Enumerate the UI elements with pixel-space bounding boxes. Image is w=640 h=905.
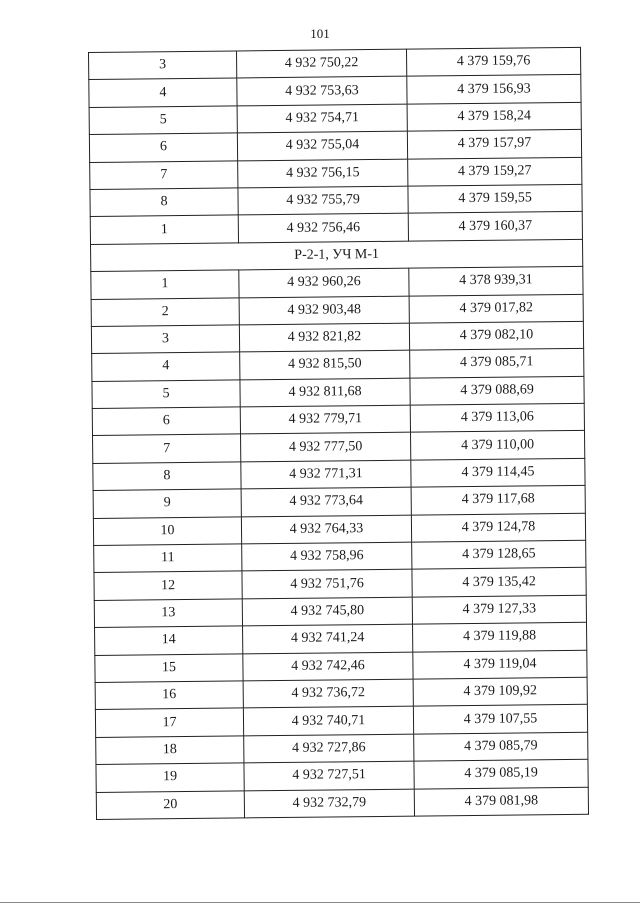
y-coordinate-cell: 4 379 158,24 [407, 102, 581, 131]
point-number-cell: 20 [96, 790, 244, 819]
y-coordinate-cell: 4 379 157,97 [407, 130, 581, 159]
point-number-cell: 18 [96, 736, 244, 765]
y-coordinate-cell: 4 379 128,65 [412, 540, 586, 569]
point-number-cell: 13 [94, 599, 242, 628]
x-coordinate-cell: 4 932 773,64 [241, 487, 411, 516]
x-coordinate-cell: 4 932 756,46 [238, 213, 408, 242]
y-coordinate-cell: 4 379 085,71 [410, 349, 584, 378]
y-coordinate-cell: 4 379 017,82 [409, 294, 583, 323]
point-number-cell: 17 [95, 708, 243, 737]
y-coordinate-cell: 4 379 109,92 [413, 677, 587, 706]
y-coordinate-cell: 4 379 110,00 [411, 431, 585, 460]
y-coordinate-cell: 4 379 119,88 [413, 623, 587, 652]
x-coordinate-cell: 4 932 753,63 [237, 77, 407, 106]
point-number-cell: 1 [90, 215, 238, 244]
point-number-cell: 12 [94, 571, 242, 600]
x-coordinate-cell: 4 932 821,82 [239, 323, 409, 352]
x-coordinate-cell: 4 932 811,68 [240, 378, 410, 407]
point-number-cell: 10 [93, 517, 241, 546]
point-number-cell: 3 [89, 51, 237, 80]
x-coordinate-cell: 4 932 751,76 [242, 570, 412, 599]
x-coordinate-cell: 4 932 903,48 [239, 296, 409, 325]
point-number-cell: 2 [91, 297, 239, 326]
y-coordinate-cell: 4 379 107,55 [413, 705, 587, 734]
y-coordinate-cell: 4 379 117,68 [411, 486, 585, 515]
x-coordinate-cell: 4 932 758,96 [242, 542, 412, 571]
point-number-cell: 4 [92, 352, 240, 381]
y-coordinate-cell: 4 378 939,31 [409, 266, 583, 295]
scan-edge-divider [0, 902, 640, 903]
x-coordinate-cell: 4 932 779,71 [240, 405, 410, 434]
point-number-cell: 1 [91, 270, 239, 299]
y-coordinate-cell: 4 379 124,78 [411, 513, 585, 542]
point-number-cell: 9 [93, 489, 241, 518]
x-coordinate-cell: 4 932 960,26 [239, 268, 409, 297]
x-coordinate-cell: 4 932 755,79 [238, 186, 408, 215]
point-number-cell: 8 [90, 188, 238, 217]
table-body-after [91, 266, 589, 819]
point-number-cell: 7 [93, 434, 241, 463]
x-coordinate-cell: 4 932 742,46 [243, 652, 413, 681]
point-number-cell: 15 [95, 654, 243, 683]
page-number: 101 [310, 26, 330, 41]
y-coordinate-cell: 4 379 119,04 [413, 650, 587, 679]
table-body-before [89, 47, 583, 244]
y-coordinate-cell: 4 379 159,76 [406, 47, 580, 76]
x-coordinate-cell: 4 932 727,86 [244, 734, 414, 763]
coordinates-table [88, 47, 589, 820]
point-number-cell: 8 [93, 462, 241, 491]
y-coordinate-cell: 4 379 082,10 [409, 321, 583, 350]
coordinates-table-wrapper [88, 47, 588, 820]
x-coordinate-cell: 4 932 745,80 [242, 597, 412, 626]
x-coordinate-cell: 4 932 764,33 [241, 515, 411, 544]
x-coordinate-cell: 4 932 736,72 [243, 679, 413, 708]
point-number-cell: 5 [89, 106, 237, 135]
x-coordinate-cell: 4 932 741,24 [243, 624, 413, 653]
y-coordinate-cell: 4 379 159,27 [408, 157, 582, 186]
x-coordinate-cell: 4 932 740,71 [243, 707, 413, 736]
point-number-cell: 14 [95, 626, 243, 655]
y-coordinate-cell: 4 379 127,33 [412, 595, 586, 624]
point-number-cell: 6 [89, 133, 237, 162]
table-row [96, 787, 588, 820]
y-coordinate-cell: 4 379 088,69 [410, 376, 584, 405]
x-coordinate-cell: 4 932 815,50 [240, 350, 410, 379]
y-coordinate-cell: 4 379 085,19 [414, 759, 588, 788]
point-number-cell: 16 [95, 681, 243, 710]
x-coordinate-cell: 4 932 750,22 [236, 49, 406, 78]
y-coordinate-cell: 4 379 135,42 [412, 568, 586, 597]
x-coordinate-cell: 4 932 754,71 [237, 104, 407, 133]
x-coordinate-cell: 4 932 755,04 [237, 131, 407, 160]
y-coordinate-cell: 4 379 113,06 [410, 403, 584, 432]
section-title: Р-2-1, УЧ М-1 [91, 239, 583, 272]
x-coordinate-cell: 4 932 732,79 [244, 789, 414, 818]
point-number-cell: 19 [96, 763, 244, 792]
x-coordinate-cell: 4 932 777,50 [241, 433, 411, 462]
point-number-cell: 4 [89, 78, 237, 107]
x-coordinate-cell: 4 932 727,51 [244, 761, 414, 790]
x-coordinate-cell: 4 932 771,31 [241, 460, 411, 489]
y-coordinate-cell: 4 379 085,79 [414, 732, 588, 761]
point-number-cell: 5 [92, 380, 240, 409]
y-coordinate-cell: 4 379 081,98 [414, 787, 588, 816]
y-coordinate-cell: 4 379 156,93 [407, 75, 581, 104]
point-number-cell: 6 [92, 407, 240, 436]
point-number-cell: 3 [91, 325, 239, 354]
x-coordinate-cell: 4 932 756,15 [238, 159, 408, 188]
point-number-cell: 11 [94, 544, 242, 573]
y-coordinate-cell: 4 379 159,55 [408, 184, 582, 213]
y-coordinate-cell: 4 379 114,45 [411, 458, 585, 487]
y-coordinate-cell: 4 379 160,37 [408, 212, 582, 241]
point-number-cell: 7 [90, 161, 238, 190]
